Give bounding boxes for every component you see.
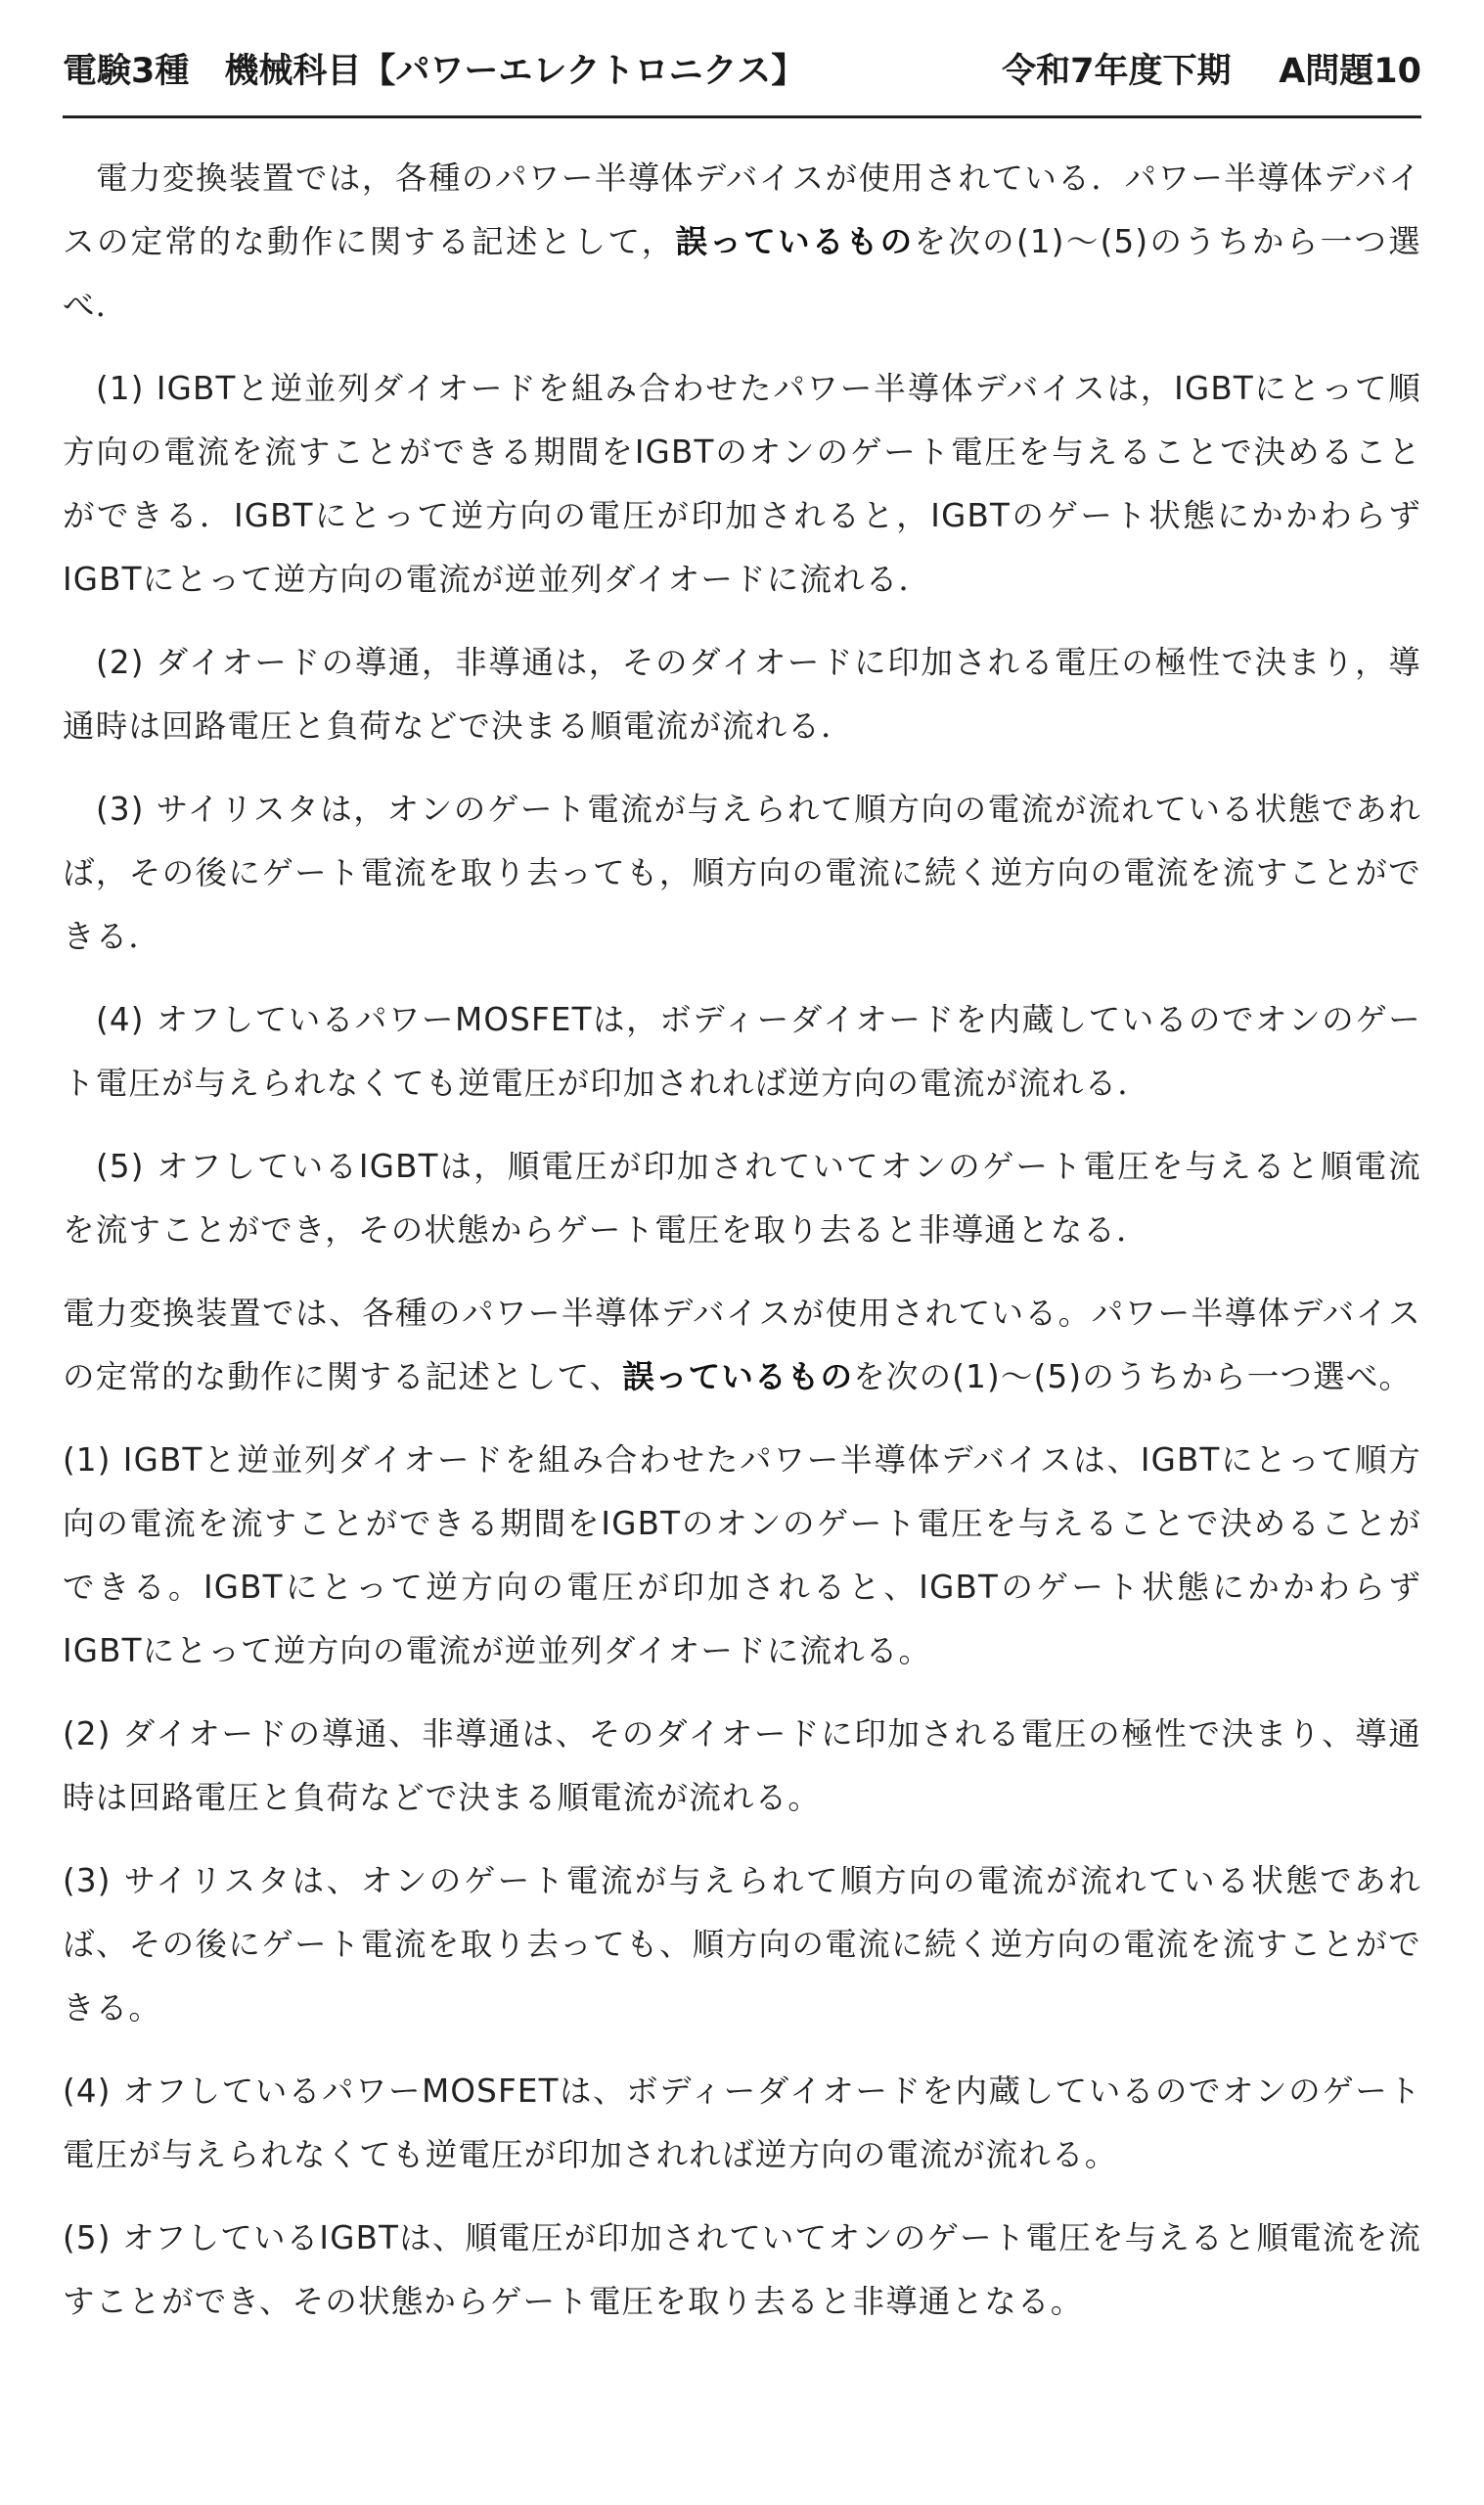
problem-content: [63, 147, 1421, 2353]
choice-1: (1) IGBTと逆並列ダイオードを組み合わせたパワー半導体デバイスは，IGBTにとって順方向の電流を流すことができる期間をIGBTのオンのゲート電圧を与えることで決めることができる．IGBTにとって逆方向の電圧が印加されると，IGBTのゲート状態にかかわらずIGBTにとって逆方向の電流が逆並列ダイオードに流れる．: [63, 370, 1421, 598]
header-left: [63, 44, 840, 93]
header-right: [1002, 44, 1421, 93]
choice-5: (5) オフしているIGBTは，順電圧が印加されていてオンのゲート電圧を与えると順電流を流すことができ，その状態からゲート電圧を取り去ると非導通となる．: [63, 1148, 1421, 1249]
question-block-fullwidth: [63, 147, 1421, 1262]
stem-text-end: を次の(1)〜(5)のうちから一つ選べ。: [853, 1358, 1413, 1395]
question-block-ideographic: [63, 1282, 1421, 2334]
subject-name: 機械科目【パワーエレクトロニクス】: [224, 52, 806, 91]
page-header: [63, 37, 1421, 100]
stem-emphasis: 誤っているもの: [622, 1358, 854, 1395]
choice-5: (5) オフしているIGBTは、順電圧が印加されていてオンのゲート電圧を与えると順電流を流すことができ、その状態からゲート電圧を取り去ると非導通となる。: [63, 2219, 1421, 2320]
choice-4: (4) オフしているパワーMOSFETは、ボディーダイオードを内蔵しているのでオンのゲート電圧が与えられなくても逆電圧が印加されれば逆方向の電流が流れる。: [63, 2072, 1421, 2173]
choice-3: (3) サイリスタは、オンのゲート電流が与えられて順方向の電流が流れている状態であれば、その後にゲート電流を取り去っても、順方向の電流に続く逆方向の電流を流すことができる。: [63, 1862, 1421, 2027]
choice-4: (4) オフしているパワーMOSFETは，ボディーダイオードを内蔵しているのでオンのゲート電圧が与えられなくても逆電圧が印加されれば逆方向の電流が流れる．: [63, 1001, 1421, 1102]
exam-name: 電験3種: [63, 52, 190, 91]
stem-text-end: を次の(1)〜(5)のうちから一つ選べ．: [63, 223, 1421, 324]
stem-text: 電力変換装置では、各種のパワー半導体デバイスが使用されている。パワー半導体デバイスの定常的な動作に関する記述として、: [63, 1295, 1421, 1395]
question-stem: [63, 147, 1421, 338]
choice-2: (2) ダイオードの導通，非導通は，そのダイオードに印加される電圧の極性で決まり，導通時は回路電圧と負荷などで決まる順電流が流れる．: [63, 644, 1421, 745]
choice-2: (2) ダイオードの導通、非導通は、そのダイオードに印加される電圧の極性で決まり、導通時は回路電圧と負荷などで決まる順電流が流れる。: [63, 1715, 1421, 1816]
exam-year: 令和7年度下期: [1002, 52, 1232, 91]
question-stem: [63, 1282, 1421, 1409]
problem-number: A問題10: [1279, 52, 1421, 91]
stem-emphasis: 誤っているもの: [675, 223, 915, 260]
choice-1: (1) IGBTと逆並列ダイオードを組み合わせたパワー半導体デバイスは、IGBTにとって順方向の電流を流すことができる期間をIGBTのオンのゲート電圧を与えることで決めることができる。IGBTにとって逆方向の電圧が印加されると、IGBTのゲート状態にかかわらずIGBTにとって逆方向の電流が逆並列ダイオードに流れる。: [63, 1441, 1421, 1669]
stem-text: 電力変換装置では，各種のパワー半導体デバイスが使用されている．パワー半導体デバイスの定常的な動作に関する記述として，: [63, 159, 1421, 260]
choice-3: (3) サイリスタは，オンのゲート電流が与えられて順方向の電流が流れている状態であれば，その後にゲート電流を取り去っても，順方向の電流に続く逆方向の電流を流すことができる．: [63, 791, 1421, 955]
header-divider: [63, 115, 1421, 118]
